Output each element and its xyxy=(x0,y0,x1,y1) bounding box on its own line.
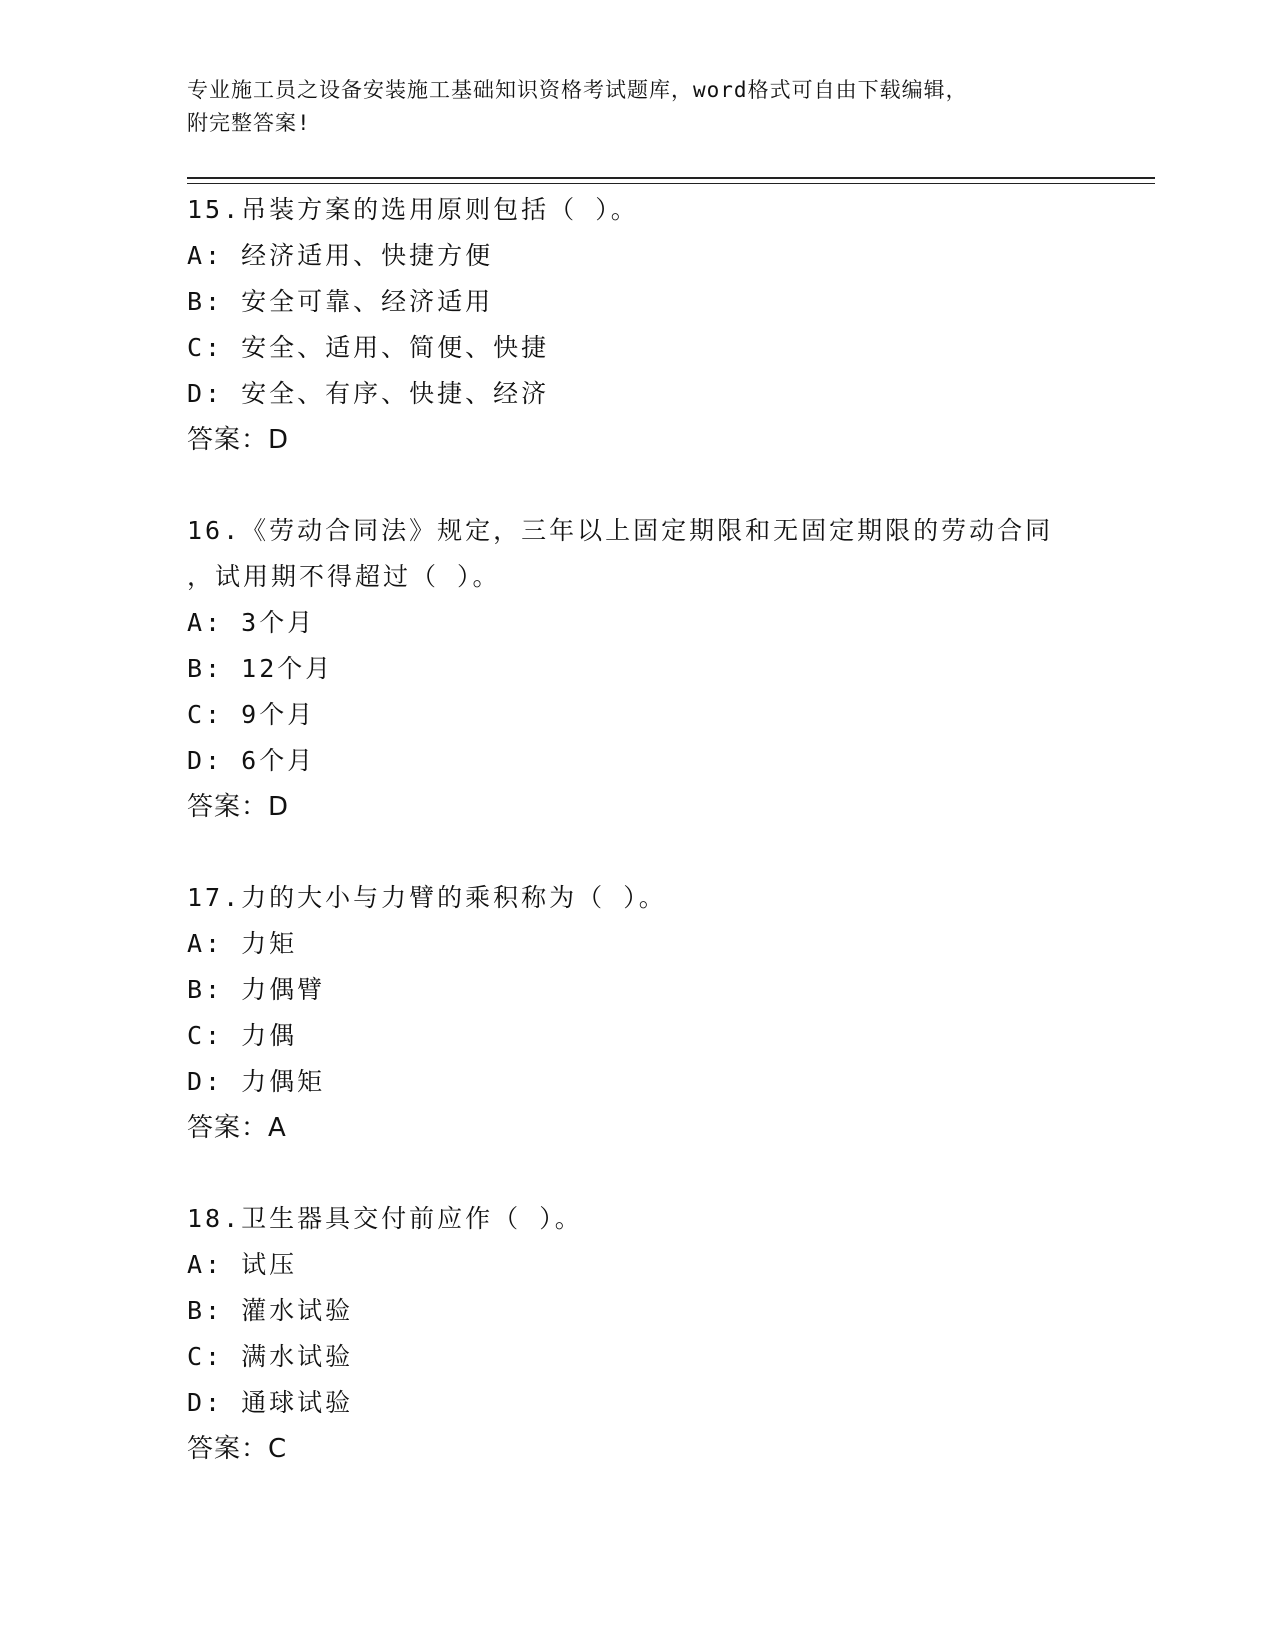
header-line-1: 专业施工员之设备安装施工基础知识资格考试题库，word格式可自由下载编辑， xyxy=(187,78,968,102)
document-header xyxy=(187,74,1087,140)
option-d: D: 通球试验 xyxy=(187,1388,354,1417)
option-a: A: 试压 xyxy=(187,1250,298,1279)
answer-label: 答案：C xyxy=(187,1434,288,1464)
question-prompt: 17.力的大小与力臂的乘积称为（ ）。 xyxy=(187,883,667,912)
option-a: A: 经济适用、快捷方便 xyxy=(187,241,494,270)
option-b: B: 灌水试验 xyxy=(187,1296,354,1325)
question-prompt: 18.卫生器具交付前应作（ ）。 xyxy=(187,1204,583,1233)
option-c: C: 满水试验 xyxy=(187,1342,354,1371)
question-list xyxy=(187,187,1087,1517)
question-18 xyxy=(187,1196,1087,1472)
option-d: D: 安全、有序、快捷、经济 xyxy=(187,379,550,408)
option-c: C: 力偶 xyxy=(187,1021,298,1050)
header-divider-thick xyxy=(187,177,1155,179)
option-b: B: 12个月 xyxy=(187,654,334,683)
question-16 xyxy=(187,508,1087,830)
option-a: A: 力矩 xyxy=(187,929,298,958)
option-c: C: 9个月 xyxy=(187,700,316,729)
question-prompt: 15.吊装方案的选用原则包括（ ）。 xyxy=(187,195,639,224)
option-d: D: 6个月 xyxy=(187,746,316,775)
answer-label: 答案：D xyxy=(187,792,290,822)
option-d: D: 力偶矩 xyxy=(187,1067,326,1096)
question-prompt-continued: ，试用期不得超过（ ）。 xyxy=(187,562,501,591)
option-b: B: 力偶臂 xyxy=(187,975,326,1004)
answer-label: 答案：A xyxy=(187,1113,287,1143)
option-a: A: 3个月 xyxy=(187,608,316,637)
question-prompt: 16.《劳动合同法》规定，三年以上固定期限和无固定期限的劳动合同 xyxy=(187,516,1054,545)
option-c: C: 安全、适用、简便、快捷 xyxy=(187,333,550,362)
header-divider-thin xyxy=(187,183,1155,184)
header-line-2: 附完整答案! xyxy=(187,111,311,135)
option-b: B: 安全可靠、经济适用 xyxy=(187,287,494,316)
answer-label: 答案：D xyxy=(187,425,290,455)
question-17 xyxy=(187,875,1087,1151)
question-15 xyxy=(187,187,1087,463)
